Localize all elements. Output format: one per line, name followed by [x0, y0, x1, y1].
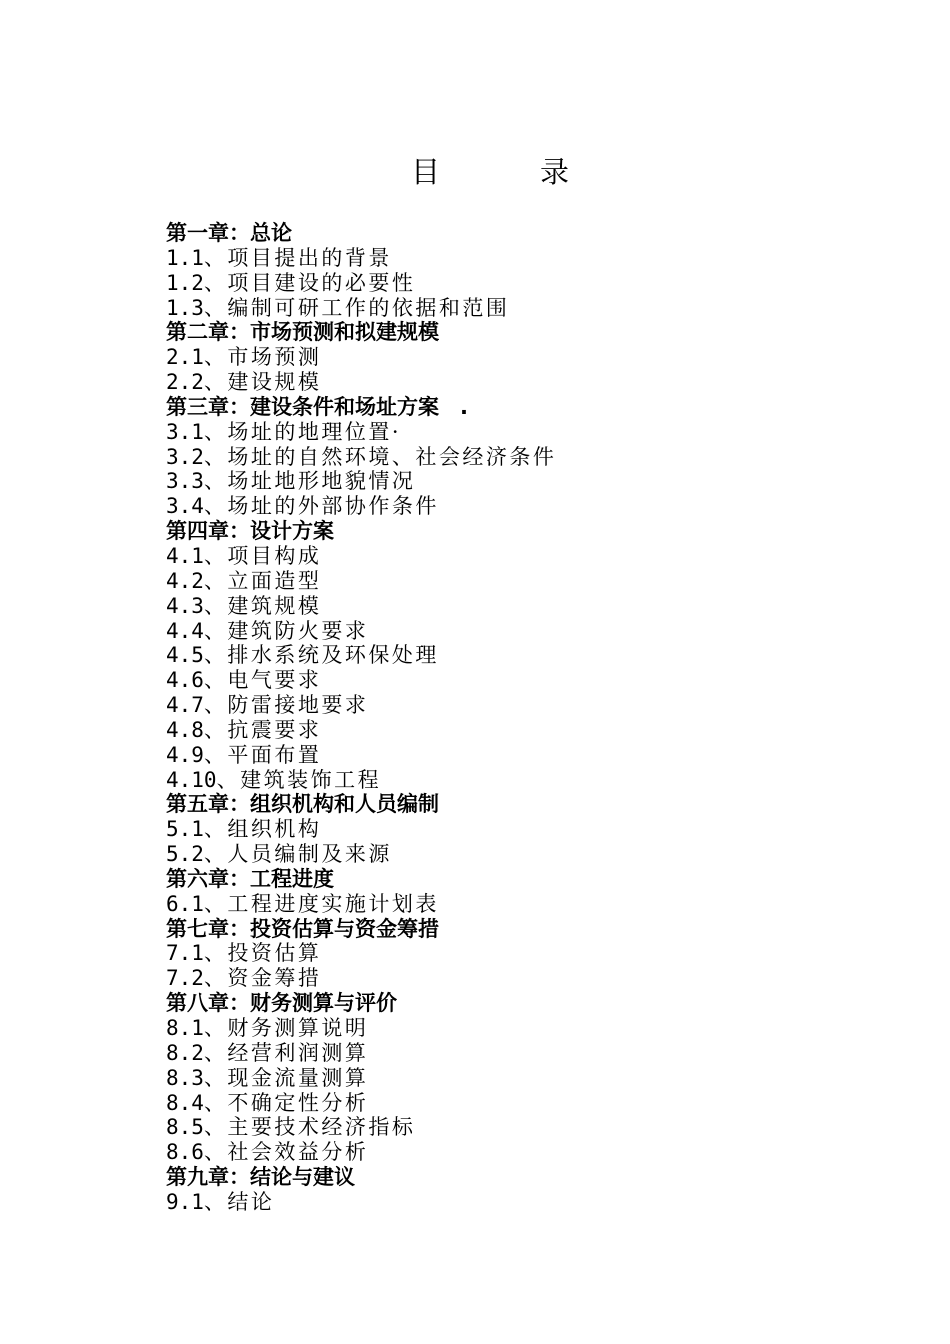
- toc-section-number: 4.5: [166, 643, 204, 668]
- toc-section-entry: [166, 345, 866, 370]
- toc-section-number: 3.1: [166, 419, 204, 444]
- toc-section-title: 、场址的外部协作条件: [203, 494, 439, 519]
- toc-section-title: 、项目提出的背景: [203, 245, 392, 270]
- toc-chapter-heading: 第六章：工程进度: [166, 866, 334, 891]
- toc-section-title: 、项目建设的必要性: [203, 270, 416, 295]
- toc-section-number: 5.2: [166, 842, 204, 867]
- toc-section-title: 、市场预测: [203, 345, 322, 370]
- toc-section-number: 7.2: [166, 966, 204, 991]
- toc-section-number: 4.2: [166, 568, 204, 593]
- toc-section-number: 8.2: [166, 1040, 204, 1065]
- toc-section-title: 、电气要求: [203, 668, 322, 693]
- table-of-contents: [166, 221, 866, 1215]
- toc-section-number: 3.2: [166, 444, 204, 469]
- toc-section-entry: [166, 966, 866, 991]
- toc-section-entry: [166, 1016, 866, 1041]
- toc-section-entry: [166, 743, 866, 768]
- toc-section-title: 、组织机构: [203, 817, 322, 842]
- toc-section-entry: [166, 1041, 866, 1066]
- toc-section-title: 、工程进度实施计划表: [203, 891, 439, 916]
- toc-section-entry: [166, 842, 866, 867]
- toc-section-title: 、排水系统及环保处理: [203, 643, 439, 668]
- toc-section-entry: [166, 494, 866, 519]
- toc-section-title: 、主要技术经济指标: [203, 1115, 416, 1140]
- toc-section-entry: [166, 1066, 866, 1091]
- toc-section-entry: [166, 1190, 866, 1215]
- toc-section-number: 5.1: [166, 817, 204, 842]
- toc-section-number: 4.10: [166, 767, 217, 792]
- toc-section-number: 2.2: [166, 370, 204, 395]
- toc-section-entry: [166, 569, 866, 594]
- toc-section-title: 、建筑装饰工程: [216, 767, 382, 792]
- toc-section-number: 4.7: [166, 693, 204, 718]
- toc-section-title: 、建筑防火要求: [203, 618, 369, 643]
- toc-section-title: 、防雷接地要求: [203, 693, 369, 718]
- toc-chapter-heading: 第三章：建设条件和场址方案 .: [166, 394, 468, 419]
- toc-section-entry: [166, 643, 866, 668]
- toc-section-number: 6.1: [166, 891, 204, 916]
- toc-section-entry: [166, 370, 866, 395]
- page-title: [0, 150, 950, 194]
- toc-section-entry: [166, 1140, 866, 1165]
- toc-section-number: 4.1: [166, 543, 204, 568]
- toc-section-number: 8.4: [166, 1090, 204, 1115]
- toc-section-number: 1.1: [166, 245, 204, 270]
- toc-section-entry: [166, 941, 866, 966]
- toc-section-title: 、场址的自然环境、社会经济条件: [203, 444, 557, 469]
- toc-section-entry: [166, 817, 866, 842]
- toc-section-number: 4.8: [166, 717, 204, 742]
- toc-section-entry: [166, 420, 866, 445]
- toc-section-entry: [166, 718, 866, 743]
- toc-section-title: 、财务测算说明: [203, 1016, 369, 1040]
- toc-section-entry: [166, 768, 866, 793]
- toc-chapter-heading: 第五章：组织机构和人员编制: [166, 792, 439, 817]
- toc-section-title: 、经营利润测算: [203, 1040, 369, 1065]
- toc-section-title: 、平面布置: [203, 742, 322, 767]
- toc-section-number: 3.4: [166, 494, 204, 519]
- toc-section-title: 、建设规模: [203, 370, 322, 395]
- toc-section-number: 7.1: [166, 941, 204, 966]
- toc-section-title: 、社会效益分析: [203, 1140, 369, 1165]
- toc-section-number: 4.4: [166, 618, 204, 643]
- toc-section-entry: [166, 296, 866, 321]
- toc-section-entry: [166, 445, 866, 470]
- toc-chapter-heading: 第一章：总论: [166, 221, 292, 245]
- toc-section-title: 、人员编制及来源: [203, 842, 392, 867]
- toc-section-title: 、场址的地理位置·: [203, 419, 402, 444]
- toc-section-title: 、项目构成: [203, 543, 322, 568]
- page-title-char-2: 录: [540, 155, 570, 189]
- toc-section-entry: [166, 693, 866, 718]
- toc-section-title: 、场址地形地貌情况: [203, 469, 416, 494]
- toc-section-number: 8.6: [166, 1140, 204, 1165]
- toc-section-title: 、编制可研工作的依据和范围: [203, 295, 510, 320]
- toc-section-entry: [166, 668, 866, 693]
- toc-section-number: 4.3: [166, 593, 204, 618]
- toc-section-title: 、不确定性分析: [203, 1090, 369, 1115]
- toc-section-title: 、建筑规模: [203, 593, 322, 618]
- toc-section-entry: [166, 892, 866, 917]
- toc-section-number: 4.6: [166, 668, 204, 693]
- toc-chapter-heading: 第二章：市场预测和拟建规模: [166, 320, 439, 345]
- toc-section-title: 、资金筹措: [203, 966, 322, 991]
- toc-section-number: 1.3: [166, 295, 204, 320]
- toc-section-title: 、结论: [203, 1189, 275, 1214]
- toc-section-title: 、抗震要求: [203, 717, 322, 742]
- toc-section-entry: [166, 1091, 866, 1116]
- toc-section-entry: [166, 469, 866, 494]
- toc-section-number: 8.3: [166, 1065, 204, 1090]
- toc-section-number: 4.9: [166, 742, 204, 767]
- toc-section-title: 、立面造型: [203, 568, 322, 593]
- toc-section-entry: [166, 1115, 866, 1140]
- toc-section-number: 8.5: [166, 1115, 204, 1140]
- toc-section-entry: [166, 271, 866, 296]
- toc-section-title: 、现金流量测算: [203, 1065, 369, 1090]
- page-title-char-1: 目: [411, 155, 441, 189]
- toc-chapter-heading: 第九章：结论与建议: [166, 1165, 355, 1190]
- toc-section-number: 1.2: [166, 270, 204, 295]
- toc-section-entry: [166, 246, 866, 271]
- toc-section-title: 、投资估算: [203, 941, 322, 966]
- toc-chapter-heading: 第四章：设计方案: [166, 519, 334, 544]
- toc-section-entry: [166, 619, 866, 644]
- toc-section-number: 3.3: [166, 469, 204, 494]
- toc-section-number: 9.1: [166, 1189, 204, 1214]
- toc-chapter-heading: 第七章：投资估算与资金筹措: [166, 916, 439, 941]
- toc-section-entry: [166, 544, 866, 569]
- toc-section-entry: [166, 594, 866, 619]
- toc-section-number: 8.1: [166, 1016, 204, 1040]
- toc-chapter-heading: 第八章：财务测算与评价: [166, 991, 397, 1016]
- toc-section-number: 2.1: [166, 345, 204, 370]
